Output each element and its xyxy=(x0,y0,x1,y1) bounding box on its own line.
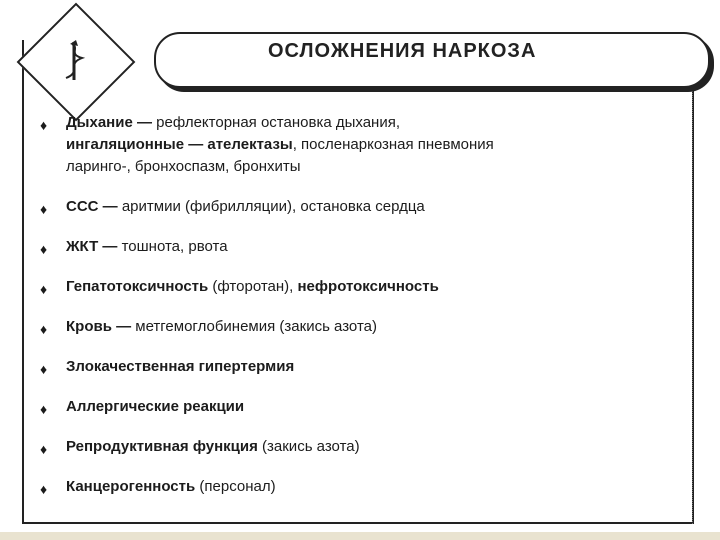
item-bold-text: Аллергические реакции xyxy=(66,398,245,415)
diamond-bullet-icon: ♦ xyxy=(40,361,48,377)
page-title: ОСЛОЖНЕНИЯ НАРКОЗА xyxy=(268,40,537,62)
item-bold-text: ингаляционные — ателектазы xyxy=(66,136,293,153)
diamond-bullet-icon: ♦ xyxy=(40,117,48,133)
item-bold-text: Дыхание — xyxy=(66,114,157,131)
item-bold-text: Канцерогенность xyxy=(66,478,200,495)
item-text: (персонал) xyxy=(199,478,276,495)
list-item xyxy=(36,396,686,418)
diamond-bullet-icon: ♦ xyxy=(40,401,48,417)
list-item xyxy=(36,112,686,134)
diamond-bullet-icon: ♦ xyxy=(40,441,48,457)
item-bold-text: Кровь — xyxy=(66,318,136,335)
complications-list xyxy=(36,112,686,498)
item-bold-text: Злокачественная гипертермия xyxy=(66,358,295,375)
item-text: (фторотан), xyxy=(212,278,298,295)
item-bold-text: Репродуктивная функция xyxy=(66,438,263,455)
item-text: аритмии (фибрилляции), остановка сердца xyxy=(121,198,425,215)
list-item-continuation xyxy=(36,156,686,178)
diamond-bullet-icon: ♦ xyxy=(40,241,48,257)
diamond-bullet-icon: ♦ xyxy=(40,201,48,217)
item-text: ларинго-, бронхоспазм, бронхиты xyxy=(66,158,301,175)
diamond-bullet-icon: ♦ xyxy=(40,481,48,497)
list-item-continuation xyxy=(36,134,686,156)
diamond-bullet-icon: ♦ xyxy=(40,321,48,337)
item-bold-text: ЖКТ — xyxy=(66,238,122,255)
item-text: метгемоглобинемия (закись азота) xyxy=(135,318,377,335)
snake-staff-logo-icon xyxy=(42,28,106,92)
item-text: , посленаркозная пневмония xyxy=(292,136,494,153)
list-item xyxy=(36,316,686,338)
list-item xyxy=(36,196,686,218)
item-bold-text: Гепатотоксичность xyxy=(66,278,213,295)
list-item xyxy=(36,236,686,258)
item-text: тошнота, рвота xyxy=(121,238,228,255)
list-item xyxy=(36,276,686,298)
diamond-bullet-icon: ♦ xyxy=(40,281,48,297)
item-bold-text: ССС — xyxy=(66,198,122,215)
list-item xyxy=(36,356,686,378)
item-text: (закись азота) xyxy=(262,438,360,455)
item-text: рефлекторная остановка дыхания, xyxy=(156,114,401,131)
frame-shadow xyxy=(692,46,701,524)
item-bold-text-2: нефротоксичность xyxy=(297,278,439,295)
list-item xyxy=(36,436,686,458)
bottom-strip xyxy=(0,532,720,540)
list-item xyxy=(36,476,686,498)
